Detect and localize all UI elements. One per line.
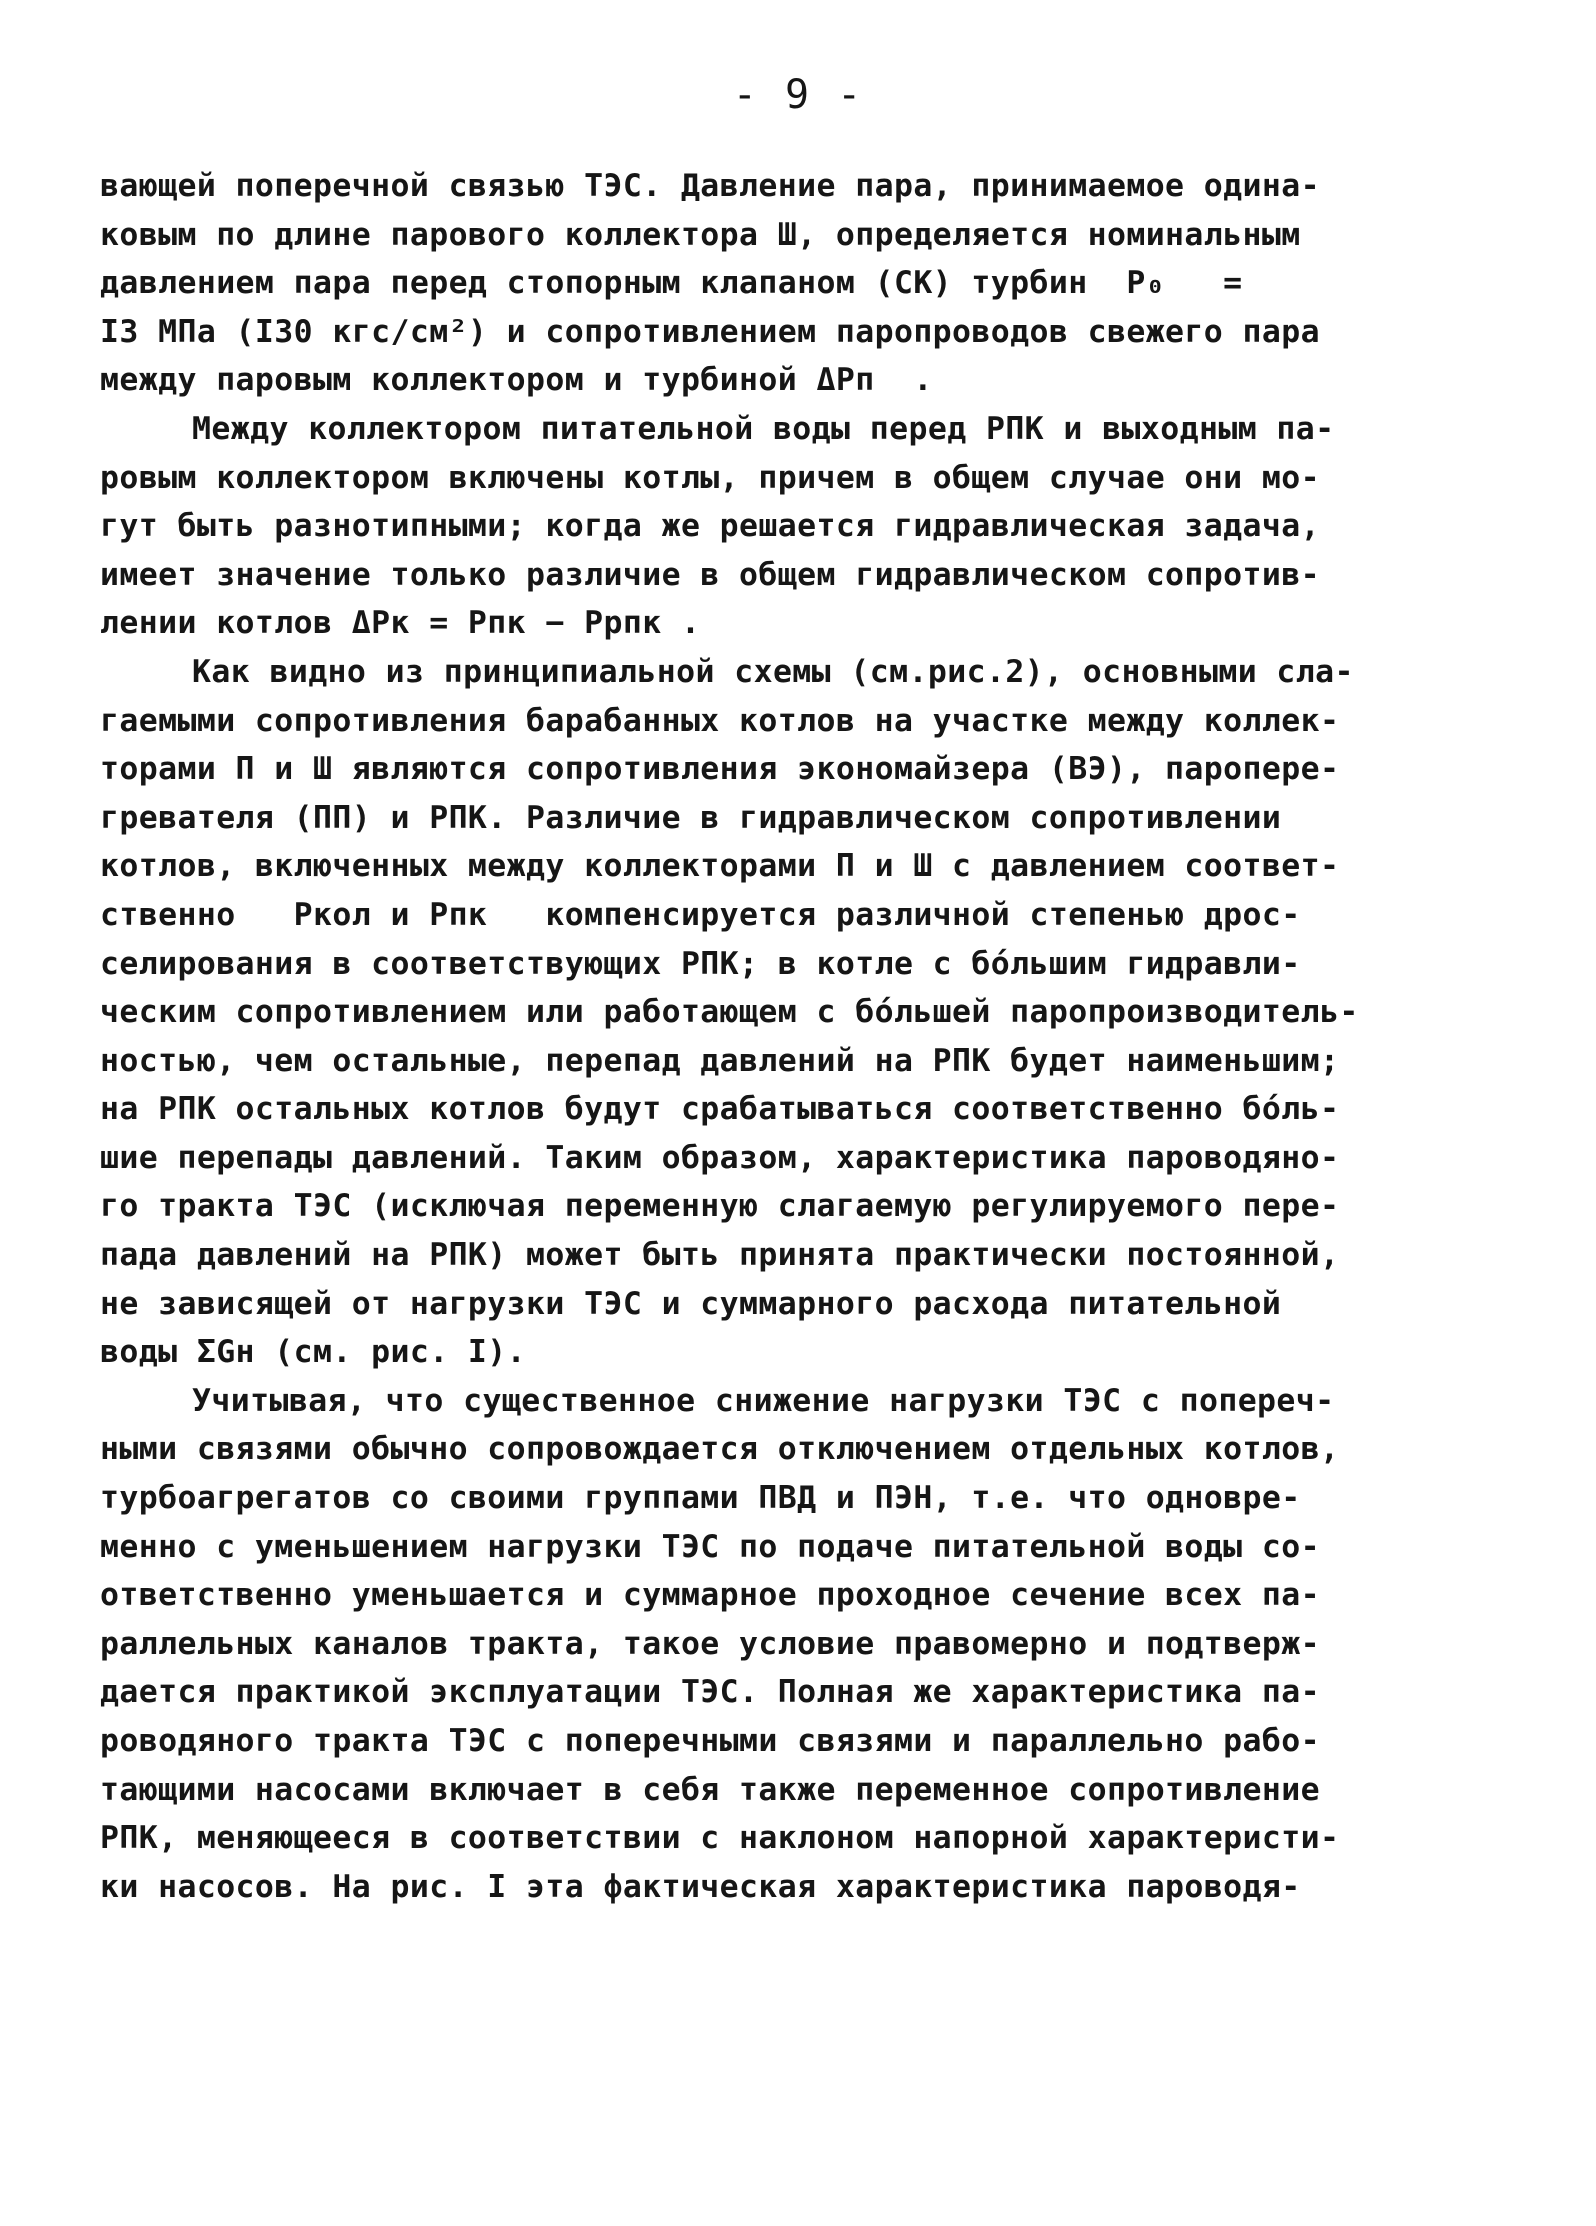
text-line: гревателя (ПП) и РПК. Различие в гидравлическом сопротивлении [100, 799, 1282, 836]
text-line: I3 МПа (I30 кгс/см²) и сопротивлением паропроводов свежего пара [100, 313, 1320, 350]
text-line: турбоагрегатов со своими группами ПВД и ПЭН, т.е. что одновре- [100, 1480, 1301, 1517]
text-line: Как видно из принципиальной схемы (см.рис.2), основными сла- [192, 653, 1354, 690]
text-line: ными связями обычно сопровождается отключением отдельных котлов, [100, 1431, 1340, 1468]
text-line: шие перепады давлений. Таким образом, характеристика пароводяно- [100, 1139, 1340, 1176]
text-line: на РПК остальных котлов будут срабатываться соответственно бо́ль- [100, 1091, 1340, 1128]
text-line: ки насосов. На рис. I эта фактическая характеристика пароводя- [100, 1868, 1301, 1905]
text-line: ответственно уменьшается и суммарное проходное сечение всех па- [100, 1577, 1320, 1614]
text-line: менно с уменьшением нагрузки ТЭС по подаче питательной воды со- [100, 1528, 1320, 1565]
text-line: давлением пара перед стопорным клапаном (СК) турбин P₀ = [100, 265, 1243, 302]
text-line: между паровым коллектором и турбиной ΔPп . [100, 362, 933, 399]
text-line: гут быть разнотипными; когда же решается гидравлическая задача, [100, 508, 1320, 545]
text-line: лении котлов ΔPк = Pпк − Pрпк . [100, 605, 701, 642]
text-line: роводяного тракта ТЭС с поперечными связями и параллельно рабо- [100, 1723, 1320, 1759]
text-line: ровым коллектором включены котлы, причем в общем случае они мо- [100, 459, 1320, 496]
text-line: воды ΣGн (см. рис. I). [100, 1334, 527, 1371]
text-line: го тракта ТЭС (исключая переменную слагаемую регулируемого пере- [100, 1188, 1340, 1225]
text-line: гаемыми сопротивления барабанных котлов на участке между коллек- [100, 702, 1340, 739]
text-line: дается практикой эксплуатации ТЭС. Полная же характеристика па- [100, 1674, 1320, 1711]
text-line: ковым по длине парового коллектора Ш, определяется номинальным [100, 216, 1301, 253]
text-line: ственно Pкол и Pпк компенсируется различной степенью дрос- [100, 896, 1301, 933]
body-text [100, 162, 1500, 1911]
text-line: Между коллектором питательной воды перед РПК и выходным па- [192, 410, 1335, 447]
text-line: пада давлений на РПК) может быть принята практически постоянной, [100, 1237, 1340, 1274]
text-line: торами П и Ш являются сопротивления экономайзера (ВЭ), паропере- [100, 751, 1340, 788]
text-line: не зависящей от нагрузки ТЭС и суммарного расхода питательной [100, 1285, 1282, 1322]
text-line: раллельных каналов тракта, такое условие правомерно и подтверж- [100, 1625, 1320, 1662]
text-line: ностью, чем остальные, перепад давлений на РПК будет наименьшим; [100, 1042, 1340, 1079]
text-line: Учитывая, что существенное снижение нагрузки ТЭС с попереч- [192, 1382, 1335, 1419]
text-line: имеет значение только различие в общем гидравлическом сопротив- [100, 556, 1320, 593]
text-line: котлов, включенных между коллекторами П и Ш с давлением соответ- [100, 848, 1340, 885]
text-line: вающей поперечной связью ТЭС. Давление пара, принимаемое одина- [100, 168, 1320, 204]
text-line: РПК, меняющееся в соответствии с наклоном напорной характеристи- [100, 1820, 1340, 1857]
text-line: тающими насосами включает в себя также переменное сопротивление [100, 1771, 1320, 1808]
text-line: ческим сопротивлением или работающем с бо́льшей паропроизводитель- [100, 994, 1359, 1031]
text-line: селирования в соответствующих РПК; в котле с бо́льшим гидравли- [100, 945, 1301, 982]
page-number: - 9 - [732, 72, 864, 118]
